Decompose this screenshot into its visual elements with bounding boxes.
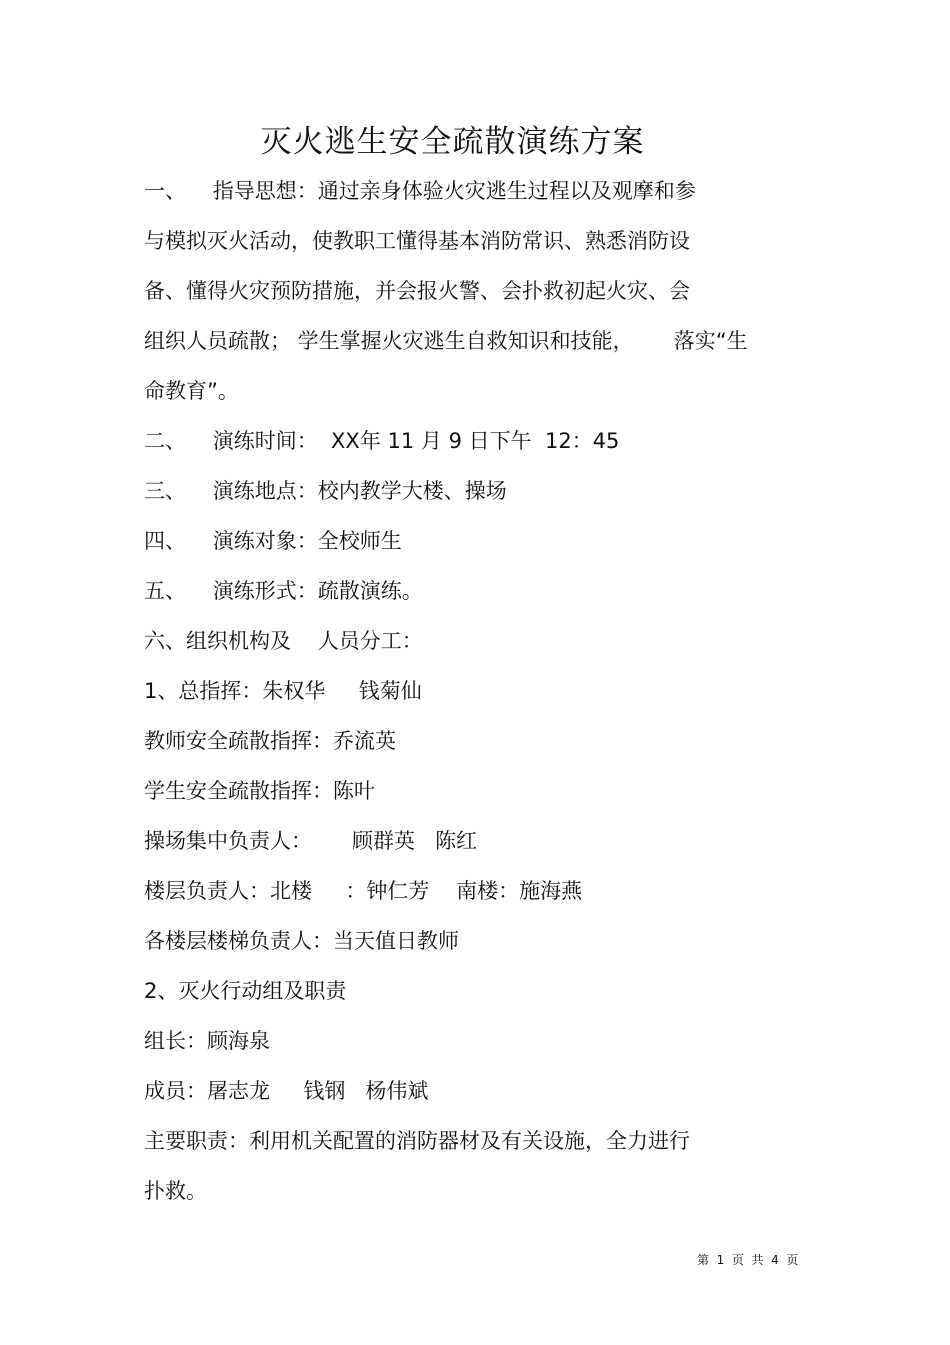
body-line: 各楼层楼梯负责人：当天值日教师 <box>144 929 459 953</box>
body-line: 组长：顾海泉 <box>144 1029 270 1053</box>
document-title: 灭火逃生安全疏散演练方案 <box>260 124 645 160</box>
body-line: 扑救。 <box>144 1179 207 1203</box>
body-line: 六、组织机构及 人员分工： <box>144 629 423 653</box>
body-line: 三、 演练地点：校内教学大楼、操场 <box>144 479 507 503</box>
body-line: 主要职责：利用机关配置的消防器材及有关设施，全力进行 <box>144 1129 690 1153</box>
body-line: 一、 指导思想：通过亲身体验火灾逃生过程以及观摩和参 <box>144 179 696 203</box>
body-line: 操场集中负责人： 顾群英 陈红 <box>144 829 478 853</box>
body-line: 1、总指挥：朱权华 钱菊仙 <box>144 679 422 703</box>
body-line: 教师安全疏散指挥：乔流英 <box>144 729 396 753</box>
body-line: 组织人员疏散； 学生掌握火灾逃生自救知识和技能， 落实“生 <box>144 329 748 353</box>
page-number-footer: 第 1 页 共 4 页 <box>697 1253 799 1267</box>
body-line: 学生安全疏散指挥：陈叶 <box>144 779 375 803</box>
body-line: 五、 演练形式：疏散演练。 <box>144 579 423 603</box>
body-line: 2、灭火行动组及职责 <box>144 979 347 1003</box>
body-line: 备、懂得火灾预防措施，并会报火警、会扑救初起火灾、会 <box>144 279 690 303</box>
body-line: 与模拟灭火活动，使教职工懂得基本消防常识、熟悉消防设 <box>144 229 690 253</box>
body-line: 命教育”。 <box>144 379 239 403</box>
body-line: 楼层负责人：北楼 ：钟仁芳 南楼：施海燕 <box>144 879 583 903</box>
body-line: 四、 演练对象：全校师生 <box>144 529 402 553</box>
document-body <box>144 171 814 1221</box>
body-line: 二、 演练时间： XX年 11 月 9 日下午 12：45 <box>144 429 620 453</box>
body-line: 成员：屠志龙 钱钢 杨伟斌 <box>144 1079 429 1103</box>
